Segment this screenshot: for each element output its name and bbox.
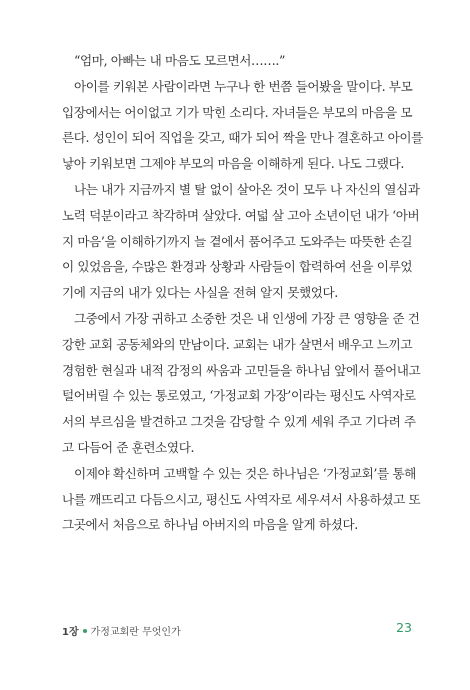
text-line: 털어버릴 수 있는 통로였고, ‘가정교회 가장’이라는 평신도 사역자로 (62, 388, 416, 404)
text-line: 경험한 현실과 내적 감정의 싸움과 고민들을 하나님 앞에서 풀어내고 (62, 362, 421, 378)
page-number: 23 (396, 620, 412, 635)
paragraph-confession (62, 461, 421, 538)
paragraph-parent-heart (62, 74, 423, 177)
text-line: 이 있었음을, 수많은 환경과 상황과 사람들이 합력하여 선을 이루었 (62, 259, 413, 275)
bullet-dot-icon (83, 629, 87, 633)
chapter-number: 1장 (62, 627, 79, 638)
text-line: 강한 교회 공동체와의 만남이다. 교회는 내가 살면서 배우고 느끼고 (62, 336, 413, 352)
paragraph-church-community (62, 306, 421, 461)
text-line: 나는 내가 지금까지 별 탈 없이 살아온 것이 모두 나 자신의 열심과 (74, 181, 420, 197)
paragraph-quote (62, 48, 414, 74)
text-line: 른다. 성인이 되어 직업을 갖고, 때가 되어 짝을 만나 결혼하고 아이를 (62, 130, 423, 146)
text-line: 낳아 키워보면 그제야 부모의 마음을 이해하게 된다. 나도 그랬다. (62, 156, 404, 172)
text-line: 아이를 키워본 사람이라면 누구나 한 번쯤 들어봤을 말이다. 부모 (74, 78, 413, 94)
text-line: 이제야 확신하며 고백할 수 있는 것은 하나님은 ‘가정교회’를 통해 (74, 465, 416, 481)
text-line: 나를 깨뜨리고 다듬으시고, 평신도 사역자로 세우셔서 사용하셨고 또 (62, 491, 421, 507)
text-line: 노력 덕분이라고 착각하며 살았다. 여덟 살 고아 소년이던 내가 ‘아버 (62, 207, 420, 223)
page-footer (62, 620, 412, 638)
paragraph-misconception (62, 177, 420, 306)
text-line: 그중에서 가장 귀하고 소중한 것은 내 인생에 가장 큰 영향을 준 건 (74, 310, 420, 326)
running-footer-chapter (62, 623, 181, 638)
text-line: “엄마, 아빠는 내 마음도 모르면서…….” (74, 53, 286, 68)
text-line: 서의 부르심을 발견하고 그것을 감당할 수 있게 세워 주고 기다려 주 (62, 414, 416, 430)
chapter-title: 가정교회란 무엇인가 (90, 627, 181, 638)
page-body (62, 48, 423, 538)
text-line: 그곳에서 처음으로 하나님 아버지의 마음을 알게 하셨다. (62, 517, 358, 533)
text-line: 기에 지금의 내가 있다는 사실을 전혀 알지 못했었다. (62, 285, 338, 301)
text-line: 지 마음’을 이해하기까지 늘 곁에서 품어주고 도와주는 따뜻한 손길 (62, 233, 413, 249)
text-line: 입장에서는 어이없고 기가 막힌 소리다. 자녀들은 부모의 마음을 모 (62, 104, 413, 120)
text-line: 고 다듬어 준 훈련소였다. (62, 439, 195, 455)
